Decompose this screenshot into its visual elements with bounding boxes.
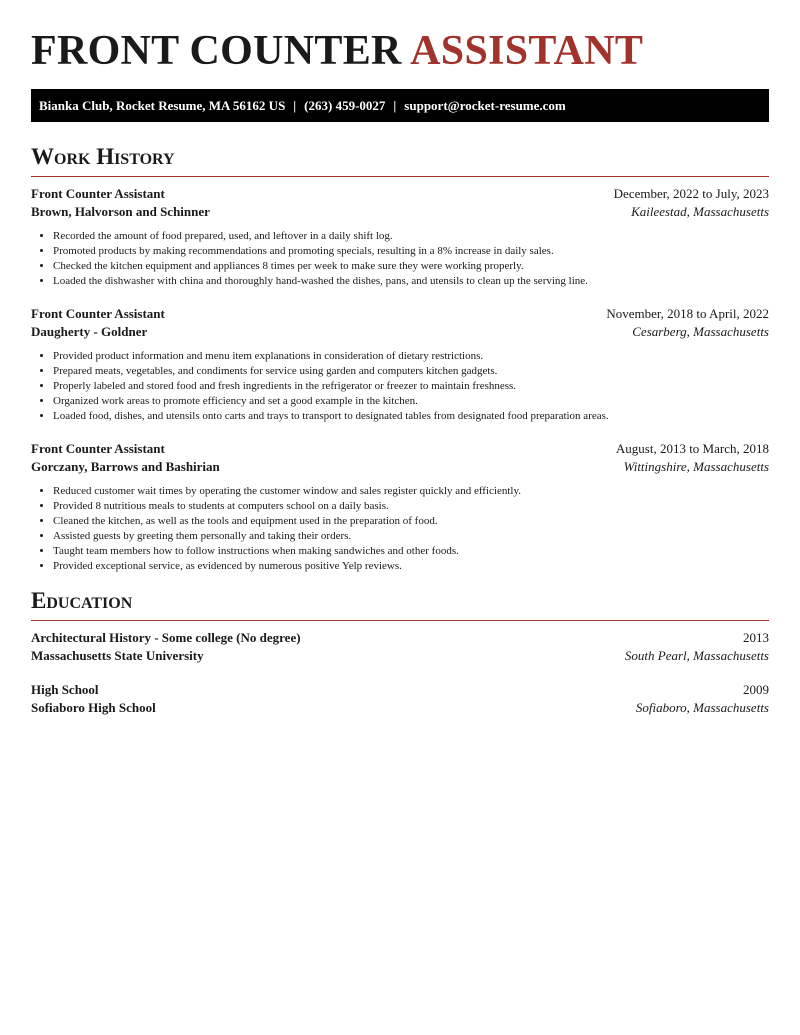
job-bullet: • Recorded the amount of food prepared, used, and leftover in a daily shift log. bbox=[53, 229, 769, 244]
job-company: Gorczany, Barrows and Bashirian bbox=[31, 459, 220, 474]
education-year: 2009 bbox=[743, 682, 769, 697]
job-dates: August, 2013 to March, 2018 bbox=[615, 441, 769, 456]
education-entry bbox=[31, 681, 769, 717]
contact-separator: | bbox=[393, 97, 397, 113]
contact-address: Bianka Club, Rocket Resume, MA 56162 US bbox=[39, 97, 286, 113]
contact-phone: (263) 459-0027 bbox=[304, 97, 386, 113]
job-bullet: • Prepared meats, vegetables, and condiments for service using garden and computers kitchen gadgets. bbox=[53, 364, 769, 379]
job-company: Brown, Halvorson and Schinner bbox=[31, 204, 210, 219]
education-school: Sofiaboro High School bbox=[31, 700, 156, 715]
education-section bbox=[31, 588, 769, 717]
job-bullets bbox=[31, 484, 769, 574]
work-history-section bbox=[31, 144, 769, 574]
job-bullet: • Properly labeled and stored food and fresh ingredients in the refrigerator or freezer to maintain freshness. bbox=[53, 379, 769, 394]
education-heading: Education bbox=[31, 588, 133, 613]
job-entry bbox=[31, 305, 769, 424]
work-history-heading: Work History bbox=[31, 144, 175, 169]
job-bullet: • Cleaned the kitchen, as well as the tools and equipment used in the preparation of food. bbox=[53, 514, 769, 529]
job-dates: December, 2022 to July, 2023 bbox=[613, 186, 769, 201]
contact-bar bbox=[31, 89, 769, 122]
job-bullets bbox=[31, 349, 769, 424]
job-bullet: • Checked the kitchen equipment and appliances 8 times per week to make sure they were working properly. bbox=[53, 259, 769, 274]
title-accent-part: ASSISTANT bbox=[410, 28, 644, 74]
contact-separator: | bbox=[293, 97, 297, 113]
job-location: Cesarberg, Massachusetts bbox=[632, 324, 769, 339]
job-dates: November, 2018 to April, 2022 bbox=[606, 306, 769, 321]
education-year: 2013 bbox=[743, 630, 769, 645]
job-location: Kaileestad, Massachusetts bbox=[631, 204, 769, 219]
section-divider bbox=[31, 620, 769, 621]
job-bullet: • Assisted guests by greeting them personally and taking their orders. bbox=[53, 529, 769, 544]
job-bullet: • Provided exceptional service, as evidenced by numerous positive Yelp reviews. bbox=[53, 559, 769, 574]
job-entry bbox=[31, 440, 769, 574]
job-bullet: • Organized work areas to promote efficiency and set a good example in the kitchen. bbox=[53, 394, 769, 409]
job-bullet: • Provided 8 nutritious meals to students at computers school on a daily basis. bbox=[53, 499, 769, 514]
contact-email: support@rocket-resume.com bbox=[404, 97, 566, 113]
education-entry bbox=[31, 629, 769, 665]
job-location: Wittingshire, Massachusetts bbox=[623, 459, 769, 474]
job-title: Front Counter Assistant bbox=[31, 186, 165, 201]
job-bullet: • Promoted products by making recommendations and promoting specials, resulting in a 8% increase in daily sales. bbox=[53, 244, 769, 259]
resume-title bbox=[31, 0, 769, 75]
job-title: Front Counter Assistant bbox=[31, 441, 165, 456]
job-title: Front Counter Assistant bbox=[31, 306, 165, 321]
job-bullet: • Loaded food, dishes, and utensils onto carts and trays to transport to designated tables from designated food preparation areas. bbox=[53, 409, 769, 424]
education-degree: High School bbox=[31, 682, 99, 697]
title-first-part: FRONT COUNTER bbox=[31, 28, 402, 74]
job-bullets bbox=[31, 229, 769, 289]
education-location: South Pearl, Massachusetts bbox=[624, 648, 769, 663]
job-bullet: • Provided product information and menu item explanations in consideration of dietary restrictions. bbox=[53, 349, 769, 364]
job-bullet: • Taught team members how to follow instructions when making sandwiches and other foods. bbox=[53, 544, 769, 559]
job-bullet: • Reduced customer wait times by operating the customer window and sales register quickly and efficiently. bbox=[53, 484, 769, 499]
job-entry bbox=[31, 185, 769, 289]
education-school: Massachusetts State University bbox=[31, 648, 204, 663]
job-bullet: • Loaded the dishwasher with china and thoroughly hand-washed the dishes, pans, and utensils to clean up the serving line. bbox=[53, 274, 769, 289]
job-company: Daugherty - Goldner bbox=[31, 324, 148, 339]
section-divider bbox=[31, 176, 769, 177]
education-location: Sofiaboro, Massachusetts bbox=[635, 700, 769, 715]
education-degree: Architectural History - Some college (No degree) bbox=[31, 630, 301, 645]
